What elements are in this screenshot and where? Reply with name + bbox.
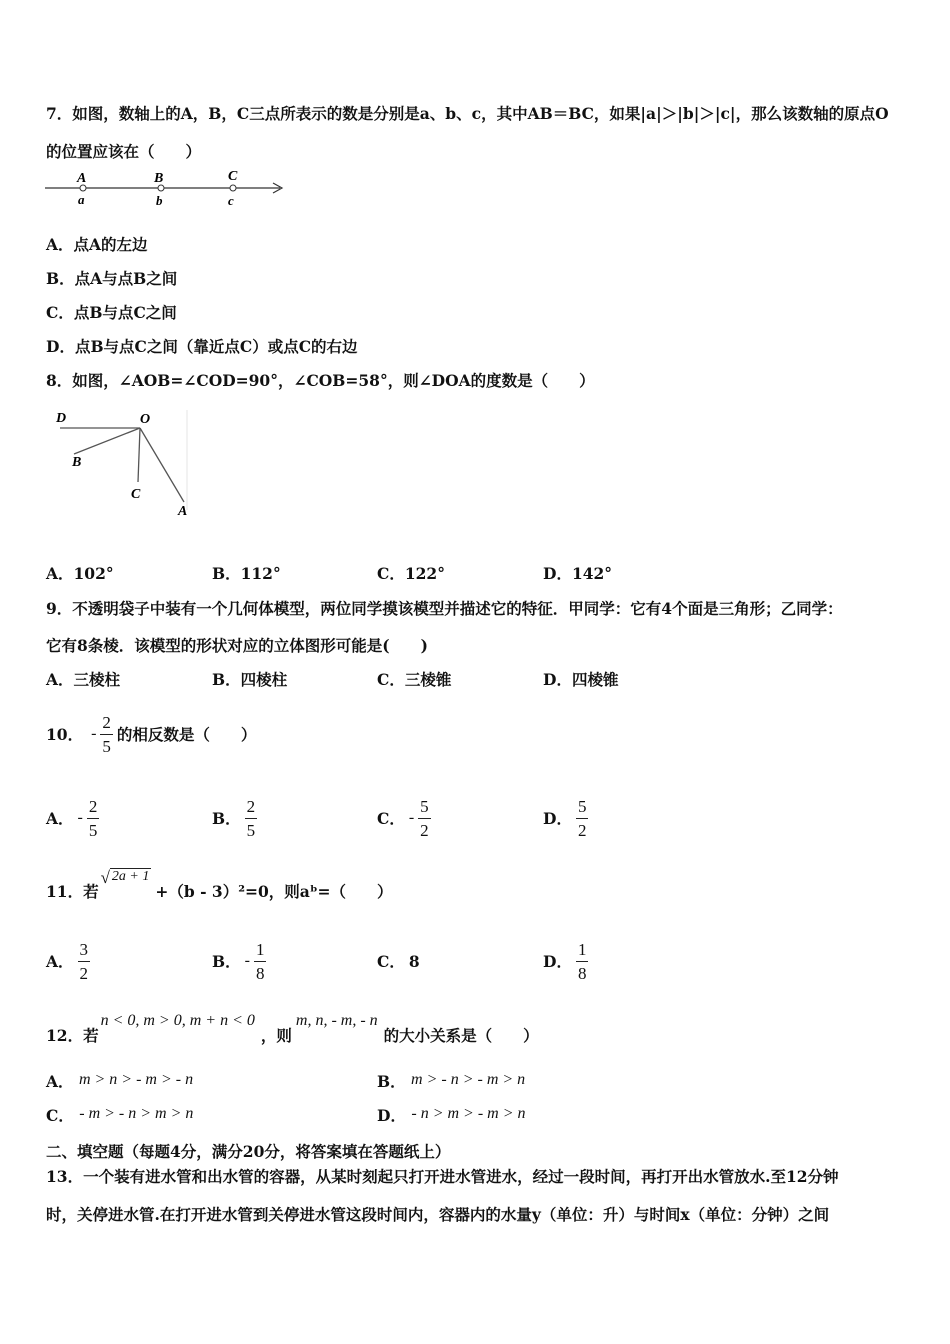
q10-option-c-num: 5 bbox=[418, 798, 431, 819]
q11-stem bbox=[46, 870, 393, 902]
q10-option-b-den: 5 bbox=[246, 820, 256, 840]
q10-fraction bbox=[100, 714, 113, 755]
q10-option-d bbox=[543, 786, 588, 850]
q10-option-b-letter: B． bbox=[212, 809, 241, 828]
q11-option-a-letter: A． bbox=[46, 952, 74, 971]
q10-option-b bbox=[212, 786, 257, 850]
q10-option-d-fraction bbox=[576, 798, 589, 839]
q9-stem-line1: 9．不透明袋子中装有一个几何体模型，两位同学摸该模型并描述它的特征．甲同学：它有4个面是三角形；乙同学： bbox=[46, 599, 843, 618]
q10-option-a-fraction bbox=[87, 798, 100, 839]
q11-option-c bbox=[377, 929, 420, 993]
q12-option-d-expr: - n > m > - m > n bbox=[411, 1105, 526, 1122]
q10-option-a-sign: - bbox=[77, 809, 83, 826]
q10-stem bbox=[46, 702, 256, 766]
label-d: D bbox=[56, 411, 67, 426]
q12-option-a-expr: m > n > - m > - n bbox=[78, 1071, 194, 1088]
q7-option-d: D．点B与点C之间（靠近点C）或点C的右边 bbox=[46, 337, 358, 356]
q11-option-d-den: 8 bbox=[577, 963, 587, 983]
q8-stem: 8．如图，∠AOB=∠COD=90°，∠COB=58°，则∠DOA的度数是（ ） bbox=[46, 371, 595, 390]
q7-stem-line1: 7．如图，数轴上的A，B，C三点所表示的数是分别是a、b、c，其中AB＝BC，如果|a|＞|b|＞|c|，那么该数轴的原点O bbox=[46, 104, 889, 123]
q11-option-d-fraction bbox=[576, 941, 589, 982]
point-a-label: A bbox=[77, 171, 87, 186]
q11-number: 11．若 bbox=[46, 882, 99, 901]
q10-numerator: 2 bbox=[100, 714, 113, 735]
point-c-marker bbox=[230, 185, 236, 191]
q11-option-b-den: 8 bbox=[255, 963, 265, 983]
q11-option-d-letter: D． bbox=[543, 952, 572, 971]
q10-option-a bbox=[46, 786, 99, 850]
q8-option-a: A．102° bbox=[46, 564, 114, 583]
q13-stem-line2: 时，关停进水管.在打开进水管到关停进水管这段时间内，容器内的水量y（单位：升）与时间x（单位：分钟）之间 bbox=[46, 1205, 830, 1224]
q10-option-d-letter: D． bbox=[543, 809, 572, 828]
q10-option-c-letter: C． bbox=[377, 809, 405, 828]
q10-sign: - bbox=[91, 725, 97, 742]
q12-option-c bbox=[46, 1104, 193, 1126]
q12-terms: m, n, - m, - n bbox=[295, 1012, 378, 1029]
q11-sqrt-icon: √ bbox=[100, 868, 110, 887]
q12-comma: ，则 bbox=[260, 1026, 292, 1045]
q12-option-a bbox=[46, 1070, 193, 1092]
q11-option-b-letter: B． bbox=[212, 952, 241, 971]
q7-option-c: C．点B与点C之间 bbox=[46, 303, 177, 322]
q10-option-c bbox=[377, 786, 431, 850]
q12-option-b-expr: m > - n > - m > n bbox=[411, 1071, 526, 1088]
q10-stem-text: 的相反数是（ ） bbox=[116, 725, 257, 744]
q11-option-b-fraction bbox=[254, 941, 267, 982]
q12-stem-text: 的大小关系是（ ） bbox=[383, 1026, 539, 1045]
q7-stem-line2: 的位置应该在（ ） bbox=[46, 142, 202, 161]
q9-option-b: B．四棱柱 bbox=[212, 670, 288, 689]
q10-option-a-num: 2 bbox=[87, 798, 100, 819]
q11-option-d-num: 1 bbox=[576, 941, 589, 962]
q10-option-c-fraction bbox=[418, 798, 431, 839]
q8-option-d: D．142° bbox=[543, 564, 613, 583]
q8-option-c: C．122° bbox=[377, 564, 445, 583]
q11-option-a bbox=[46, 929, 90, 993]
label-c: C bbox=[131, 487, 141, 502]
q12-number: 12．若 bbox=[46, 1026, 99, 1045]
point-b-label: B bbox=[154, 171, 164, 186]
q10-number: 10． bbox=[46, 725, 84, 744]
q7-number-line-figure bbox=[40, 166, 290, 210]
value-b-label: b bbox=[156, 193, 163, 208]
q10-denominator: 5 bbox=[102, 736, 111, 756]
q11-option-a-den: 2 bbox=[79, 963, 89, 983]
q10-option-b-num: 2 bbox=[245, 798, 258, 819]
q10-option-d-den: 2 bbox=[577, 820, 587, 840]
label-a: A bbox=[178, 504, 188, 519]
q11-radical bbox=[101, 868, 152, 888]
q12-stem bbox=[46, 1014, 539, 1046]
q13-stem-line1: 13．一个装有进水管和出水管的容器，从某时刻起只打开进水管进水，经过一段时间，再打开出水管放水.至12分钟 bbox=[46, 1167, 839, 1186]
q11-option-b-num: 1 bbox=[254, 941, 267, 962]
q12-option-c-expr: - m > - n > m > n bbox=[79, 1105, 194, 1122]
point-c-label: C bbox=[228, 169, 238, 184]
q8-option-b: B．112° bbox=[212, 564, 281, 583]
q12-option-d bbox=[377, 1104, 526, 1126]
q10-option-c-sign: - bbox=[408, 809, 415, 826]
q9-option-d: D．四棱锥 bbox=[543, 670, 619, 689]
q12-option-c-letter: C． bbox=[46, 1106, 74, 1125]
q12-option-d-letter: D． bbox=[377, 1106, 406, 1125]
q8-angle-figure bbox=[52, 402, 197, 522]
q11-option-d bbox=[543, 929, 588, 993]
q9-option-a: A．三棱柱 bbox=[46, 670, 121, 689]
label-o: O bbox=[140, 412, 151, 427]
q12-option-a-letter: A． bbox=[46, 1072, 74, 1091]
q10-option-c-den: 2 bbox=[420, 820, 429, 840]
q10-option-d-num: 5 bbox=[576, 798, 589, 819]
value-a-label: a bbox=[78, 192, 85, 207]
q9-option-c: C．三棱锥 bbox=[377, 670, 452, 689]
q11-stem-text: +（b - 3）²=0，则aᵇ=（ ） bbox=[155, 882, 393, 901]
q11-option-b-sign: - bbox=[244, 952, 250, 969]
q11-option-b bbox=[212, 929, 266, 993]
q10-option-a-den: 5 bbox=[88, 820, 98, 840]
q12-condition: n < 0, m > 0, m + n < 0 bbox=[100, 1012, 255, 1029]
q11-option-a-num: 3 bbox=[78, 941, 91, 962]
q11-option-c-value: 8 bbox=[408, 951, 420, 971]
label-b: B bbox=[72, 455, 82, 470]
q11-option-a-fraction bbox=[78, 941, 91, 982]
q11-option-c-letter: C． bbox=[377, 952, 405, 971]
q7-option-b: B．点A与点B之间 bbox=[46, 269, 178, 288]
q7-option-a: A．点A的左边 bbox=[46, 235, 148, 254]
value-c-label: c bbox=[228, 193, 234, 208]
section-2-heading: 二、填空题（每题4分，满分20分，将答案填在答题纸上） bbox=[46, 1142, 451, 1161]
q11-radicand: 2a + 1 bbox=[111, 869, 150, 884]
q12-option-b bbox=[377, 1070, 525, 1092]
q10-option-b-fraction bbox=[245, 798, 258, 839]
q10-option-a-letter: A． bbox=[46, 809, 74, 828]
q9-stem-line2: 它有8条棱．该模型的形状对应的立体图形可能是( ) bbox=[46, 636, 428, 655]
q12-option-b-letter: B． bbox=[377, 1072, 406, 1091]
